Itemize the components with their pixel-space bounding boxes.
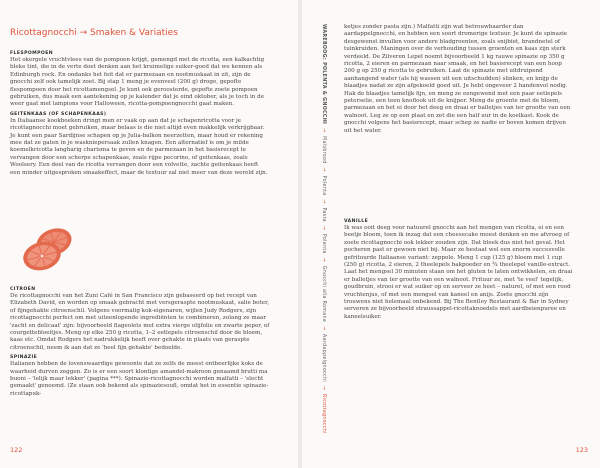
page-number-left: 122 — [10, 446, 23, 454]
continued-paragraph: ketjes zonder pasta zijn.) Malfatti zijn wat betrouwbaarder dan aardappelgnocchi, en hebben een soort dromerige textuur. Je kunt de spinazie desgewenst invullen voor andere bladgroenten, zoals snijbiet, brandnetel of tuinkruiden. Maningen over de verhouding tussen groenten en kaas zijn sterk verdeeld. De Zilveren Lepel noemt bijvoorbeeld 1 kg rauwe spinazie op 350 g ricotta, 2 eieren en parmezaan naar smaak, en het basisrecept van een hoop 200 g op 250 g ricotta te gebruiken. Laat de spinazie met uitdruipend aanhangend water (als hij wassen uit een uitschudden) slinken, en knijp de blaadjes nadat ze zijn afgekoeld goed uit. Je hebt ongeveer 2 handenvol nodig. Hak de blaadjes tamelijk fijn, en meng ze eengewend met een paar eetlepels peterselie, een teen knoflook uit de knijper. Meng de groente met de bloem, parmezaan en het ei door het deeg en draai er balletjes van ter grootte van een walnoot. Leg ze op een plaat en zet die een half uur in de koelkast. Kook de gnocchi volgens het basisrecept, maar schep ze nadie er boven komen drijven uit het water. — [344, 24, 571, 134]
nav-item[interactable]: Gnocchi alla Romana — [321, 265, 326, 323]
nav-item[interactable]: Maïsbrood — [321, 136, 326, 164]
right-column-bottom — [344, 216, 574, 321]
section-text-flespompoen: Het okergele vruchtvlees van de pompoen krijgt, gemengd met de ricotta, een kalkachtig bleke tint, die in de verte doet denken aan het kruimelige suiker-goed dat we kennen als Edinburgh rock. En ondanks het feit dat er parmezaan en nootmuskaat in zit, zijn de gnocchi zelf ook tamelijk zoet. Bij stap 1 meng je evenveel (200 g) droge, gepofte flespompoen door het ricottamengsel. Je kunt ook geroosterde, gepofte zoete pompoen gebruiken, dus maak een aantekening op je kalender dat je eind oktober, als je toch in de weer gaat met lampions voor Halloween, ricotta-pompoengnocchi gaat maken. — [10, 57, 265, 108]
page-number-right: 123 — [575, 446, 588, 454]
right-column-top — [344, 24, 574, 135]
section-heading-vanille: VANILLE — [344, 219, 369, 224]
nav-item-current[interactable]: Ricottagnocchi — [321, 393, 326, 434]
left-column-bottom — [10, 284, 270, 398]
section-text-citroen: De ricottagnocchi van het Zuni Café in San Francisco zijn gebaseerd op het recept van Elizabeth David, en worden op smaak gebracht met versgeraspte nootmuskaat, salie boter, of fijngehakte citroenschil. Volgens voormalig kok-eigenaren, wijlen Judy Rodgers, zijn ricottagnocchi perfect om met uiteenlopende ingrediënten te combineren, zolang ze maar 'zacht en delicaat' zijn: bijvoorbeeld flageolets met extra vierge olijfolie en zwarte peper, of courgettebloeitjes. Meng op elke 250 g ricotta, 1–2 eetlepels citroenschil door de bloem, kaas etc. Omdat Rodgers het nadrukkelijk heeft over gehakte in plaats van geraspte citroenschil, neem ik aan dat ze 'heel fijn gehakte' bedoelde. — [10, 293, 270, 351]
right-page — [302, 0, 600, 468]
section-heading-citroen: CITROEN — [10, 287, 36, 292]
section-heading-flespompoen: FLESPOMPOEN — [10, 51, 54, 56]
vertical-chapter-nav — [316, 24, 330, 434]
section-text-geitenkaas: In Italiaanse kookboeken dringt men er vaak op aan dat je schapenricotta voor je ricottagnocchi moet gebruiken, maar belaas is die niet altijd even makkelijk verkrijgbaar. Je kunt een paar Sardijnse schapen op je Julia-balkon neerzetten, maar houd er rekening mee dat ze gaten in je waskniepersaak zullen knagen. Een alternatief is om je milde koemelkricotta langharig charisma te geven en de parmezaan in het basisrecept te vervangen door een scherpe schapenkaas, zoals rijpe pecorino, of geitenkaas, zoals Woolsery. Een deel van de ricotta vervangen door een volvette, zachte geitenkaas heeft een minder uitgesproken smaakeffect, maar de textuur zal niet meer van deze wereld zijn. — [10, 117, 268, 176]
section-heading-geitenkaas: GEITENKAAS (OF SCHAPENKAAS) — [10, 111, 107, 117]
grapefruit-halves-illustration — [20, 222, 76, 274]
page-title: Ricottagnocchi → Smaken & Variaties — [10, 28, 178, 38]
vertical-chapter-nav-text: WAREBOOG: POLENTA & GNOCCHI → Maïsbrood → Polenta → Pasta → Polenta → Gnocchi alla Romana → Aardappelgnocchi → Ricottagnocchi — [321, 24, 326, 434]
section-text-vanille: Ik was ooit deeg voor natuurel gnocchi aan het mengen van ricotta, ei en een beetje bloem, toen ik inzag dat een cheesecake moest denken en me afvroeg of zoete ricottagnocchi ook lekker zouden zijn. Dat bleek dus niet het geval. Het pocheren past er gewoon niet bij. Maar ze bestaat wel een enorm succesvolle gefrituurde Italiaanse variant: zeppole. Meng 1 cup (125 g) bloem met 1 cup (250 g) ricotta, 2 eieren, 2 theelepels bakpoeder en ¾ theelepel vanille-extract. Laat het mengsel 30 minuten staan om het gluten te laten ontwikkelen, en draai er balletjes van ter grootte van een walnoot. Frituur ze, met 'te veel' tegelijk, goudbruin, strooi er wat suiker op en serveer ze heet – naturel, of met een rood vruchtenjus, of met een mengsel van kaneel en anijs. Zoete gnocchi zijn trouwens niet helemaal onbekend. Bij The Bentley Restaurant & Bar in Sydney serveren ze bijvoorbeeld straussappel-ricottaknoedels met aardbeienpuree en kaneelsuiker. — [344, 225, 573, 320]
nav-item[interactable]: Aardappelgnocchi — [321, 334, 326, 382]
nav-item[interactable]: Pasta — [321, 207, 326, 222]
nav-section-label: WAREBOOG: POLENTA & GNOCCHI — [321, 24, 326, 125]
section-heading-spinazie: SPINAZIE — [10, 355, 38, 361]
left-column-top — [10, 48, 270, 177]
nav-item[interactable]: Polenta — [321, 233, 326, 254]
nav-item[interactable]: Polenta — [321, 175, 326, 196]
left-page — [0, 0, 298, 468]
section-text-spinazie: Italianen hebben de lovenswaardige gewoonte dat ze zelfs de meest ontbeerlijke koks de waarheid durven zeggen. Zo is er een soort klontige amandel-makroon genaamd brutti ma buoni – 'lelijk maar lekker' (pagina ***). Spinazie-ricottagnocchi worden malfatti – 'slecht gemaakt' genoemd. (Ze staan ook bekend als spinaziesoufl, omdat het in essentie spinazie-ricottapuk- — [10, 361, 269, 397]
